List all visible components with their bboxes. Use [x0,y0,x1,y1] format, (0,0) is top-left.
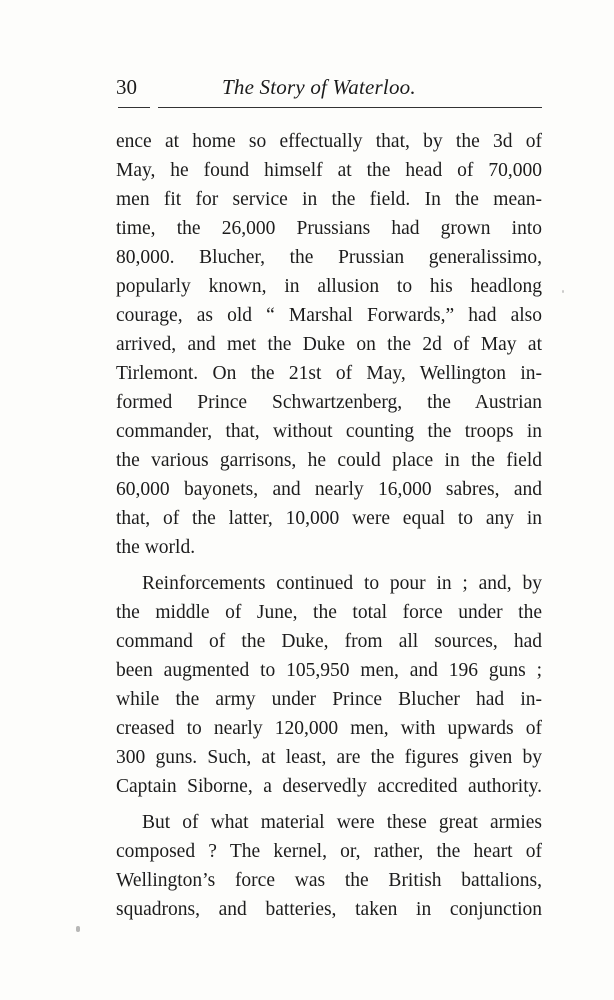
text-line: Tirlemont. On the 21st of May, Wellington in- [116,363,542,384]
text-line: that, of the latter, 10,000 were equal to any in [116,508,542,529]
text-line: commander, that, without counting the troops in [116,421,542,442]
text-line: courage, as old “ Marshal Forwards,” had also [116,305,542,326]
text-line: composed ? The kernel, or, rather, the heart of [116,841,542,862]
paper-speck [76,926,80,932]
text-line: the various garrisons, he could place in the field [116,450,542,471]
header-rule-short [118,107,150,108]
running-title: The Story of Waterloo. [222,75,416,99]
text-line: 80,000. Blucher, the Prussian generalissimo, [116,247,542,268]
header-rule [158,107,542,108]
text-line: the world. [116,537,196,558]
body-text [116,127,542,924]
page-number: 30 [116,75,137,99]
text-line: Wellington’s force was the British battalions, [116,870,542,891]
text-line: men fit for service in the field. In the mean- [116,189,542,210]
text-line: 300 guns. Such, at least, are the figures given by [116,747,542,768]
text-line: Reinforcements continued to pour in ; and, by [142,573,542,594]
text-line: command of the Duke, from all sources, had [116,631,542,652]
text-line: while the army under Prince Blucher had in- [116,689,542,710]
paper-speck [562,290,564,293]
text-line: May, he found himself at the head of 70,000 [116,160,542,181]
text-line: formed Prince Schwartzenberg, the Austrian [116,392,542,413]
paragraph-2 [116,569,542,801]
text-line: popularly known, in allusion to his headlong [116,276,542,297]
paragraph-1 [116,127,542,562]
text-line: ence at home so effectually that, by the 3d of [116,131,542,152]
text-line: the middle of June, the total force under the [116,602,542,623]
text-line: arrived, and met the Duke on the 2d of May at [116,334,542,355]
text-line: been augmented to 105,950 men, and 196 guns ; [116,660,542,681]
paragraph-3 [116,808,542,924]
text-line: time, the 26,000 Prussians had grown into [116,218,542,239]
text-line: 60,000 bayonets, and nearly 16,000 sabres, and [116,479,542,500]
text-line: creased to nearly 120,000 men, with upwards of [116,718,542,739]
text-line: Captain Siborne, a deservedly accredited authority. [116,776,542,797]
text-line: But of what material were these great armies [142,812,542,833]
text-line: squadrons, and batteries, taken in conjunction [116,899,542,920]
page-header [116,72,542,102]
